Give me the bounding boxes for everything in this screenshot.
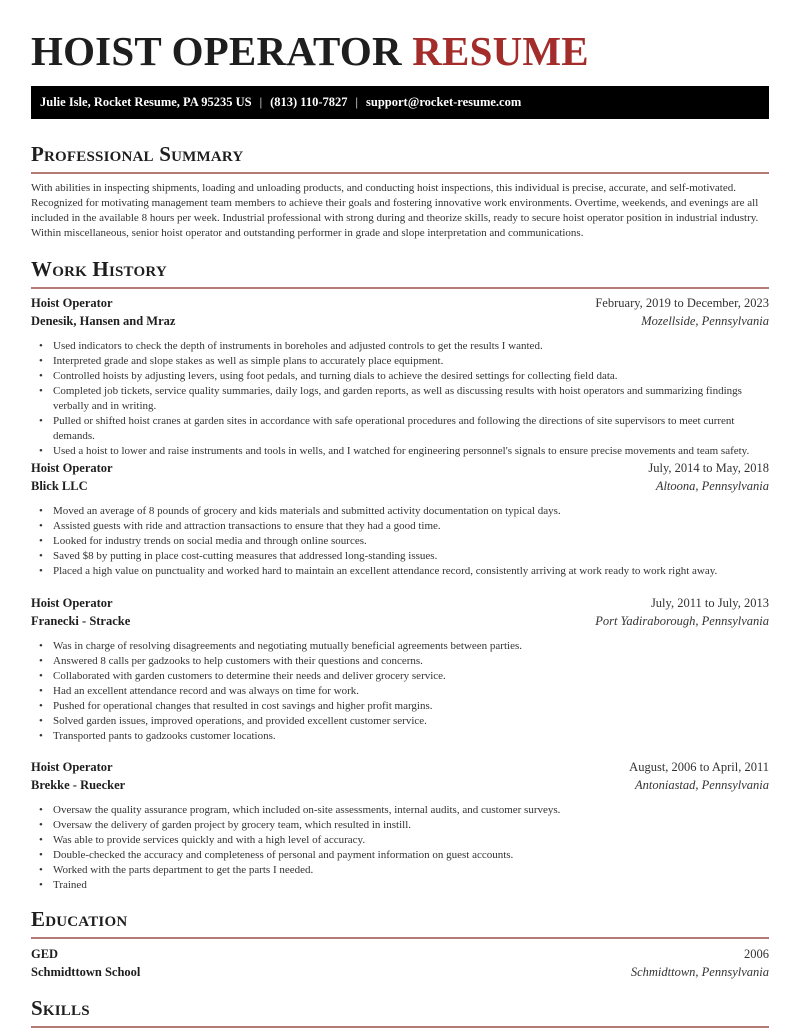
job-company: Franecki - Stracke [31, 614, 131, 628]
bullet-item: • Completed job tickets, service quality summaries, daily logs, and garden reports, as well as discussing results with hoist operators and summarizing findings verbally and in writing. [31, 384, 769, 414]
education-degree: GED [31, 947, 59, 961]
job-company: Denesik, Hansen and Mraz [31, 314, 176, 328]
bullet-item: • Collaborated with garden customers to determine their needs and deliver grocery service. [31, 669, 769, 684]
bullet-item: • Interpreted grade and slope stakes as well as simple plans to accurately place equipment. [31, 354, 769, 369]
job-bullets [31, 339, 769, 459]
section-divider [31, 1026, 769, 1028]
bullet-item: • Solved garden issues, improved operations, and provided excellent customer service. [31, 714, 769, 729]
section-education [31, 906, 769, 939]
job-title: Hoist Operator [31, 596, 113, 610]
education-year: 2006 [744, 947, 769, 961]
job-company: Brekke - Ruecker [31, 778, 126, 792]
section-divider [31, 172, 769, 174]
contact-separator: | [259, 95, 263, 109]
job-dates: July, 2014 to May, 2018 [648, 461, 769, 475]
resume-title [31, 28, 589, 74]
job-dates: July, 2011 to July, 2013 [650, 596, 769, 610]
bullet-item: • Was in charge of resolving disagreements and negotiating mutually beneficial agreements between parties. [31, 639, 769, 654]
job-company: Blick LLC [31, 479, 88, 493]
education-entry [31, 947, 769, 983]
bullet-item: • Double-checked the accuracy and completeness of personal and payment information on guest accounts. [31, 848, 769, 863]
job-location: Antoniastad, Pennsylvania [634, 778, 769, 792]
section-title: Education [31, 907, 128, 931]
bullet-item: • Pulled or shifted hoist cranes at garden sites in accordance with safe operational procedures and following the directions of site supervisors to meet current demands. [31, 414, 769, 444]
contact-bar [31, 86, 769, 119]
job-entry [31, 461, 769, 579]
job-dates: August, 2006 to April, 2011 [629, 760, 769, 774]
section-title: Professional Summary [31, 142, 244, 166]
section-title: Skills [31, 996, 90, 1020]
job-entry [31, 296, 769, 459]
contact-separator: | [355, 95, 359, 109]
job-dates: February, 2019 to December, 2023 [595, 296, 769, 310]
section-work-history [31, 256, 769, 289]
bullet-item: • Oversaw the delivery of garden project by grocery team, which resulted in instill. [31, 818, 769, 833]
education-school: Schmidttown School [31, 965, 141, 979]
job-bullets [31, 803, 769, 893]
job-entry [31, 596, 769, 744]
title-accent: RESUME [412, 28, 589, 74]
title-main: HOIST OPERATOR [31, 28, 402, 74]
section-professional-summary [31, 141, 769, 174]
bullet-item: • Placed a high value on punctuality and worked hard to maintain an excellent attendance record, consistently arriving at work ready to work right away. [31, 564, 769, 579]
bullet-item: • Was able to provide services quickly and with a high level of accuracy. [31, 833, 769, 848]
bullet-item: • Controlled hoists by adjusting levers, using foot pedals, and turning dials to achieve the desired settings for collecting field data. [31, 369, 769, 384]
section-skills [31, 995, 769, 1028]
bullet-item: • Assisted guests with ride and attraction transactions to ensure that they had a good time. [31, 519, 769, 534]
contact-address: Julie Isle, Rocket Resume, PA 95235 US [40, 95, 252, 109]
bullet-item: • Worked with the parts department to get the parts I needed. [31, 863, 769, 878]
summary-text: With abilities in inspecting shipments, loading and unloading products, and conducting hoist inspections, this individual is precise, accurate, and self-motivated. Recognized for motivating management team members to achieve their goals and fostering innovative work environments. Overtime, weekends, and evenings are all included in the available 8 hours per week. Industrial professional with strong during and theorize skills, ready to secure hoist operator position in industrial industry. Within miscellaneous, senior hoist operator and outstanding performer in grade and slope interpretation and communications. [31, 182, 759, 239]
bullet-item: • Transported pants to gadzooks customer locations. [31, 729, 769, 744]
job-location: Port Yadiraborough, Pennsylvania [595, 614, 769, 628]
section-divider [31, 287, 769, 289]
job-title: Hoist Operator [31, 760, 113, 774]
job-entry [31, 760, 769, 893]
contact-phone: (813) 110-7827 [270, 95, 348, 109]
bullet-item: • Saved $8 by putting in place cost-cutting measures that addressed long-standing issues. [31, 549, 769, 564]
bullet-item: • Answered 8 calls per gadzooks to help customers with their questions and concerns. [31, 654, 769, 669]
bullet-item: • Oversaw the quality assurance program, which included on-site assessments, internal audits, and customer surveys. [31, 803, 769, 818]
bullet-item: • Used indicators to check the depth of instruments in boreholes and adjusted controls to get the results I wanted. [31, 339, 769, 354]
job-title: Hoist Operator [31, 461, 113, 475]
job-location: Altoona, Pennsylvania [655, 479, 769, 493]
bullet-item: • Had an excellent attendance record and was always on time for work. [31, 684, 769, 699]
bullet-item: • Looked for industry trends on social media and through online sources. [31, 534, 769, 549]
job-bullets [31, 504, 769, 579]
bullet-item: • Trained [31, 878, 769, 893]
job-title: Hoist Operator [31, 296, 113, 310]
job-bullets [31, 639, 769, 744]
section-divider [31, 937, 769, 939]
bullet-item: • Pushed for operational changes that resulted in cost savings and higher profit margins. [31, 699, 769, 714]
bullet-item: • Moved an average of 8 pounds of grocery and kids materials and submitted activity documentation on typical days. [31, 504, 769, 519]
job-location: Mozellside, Pennsylvania [641, 314, 769, 328]
section-title: Work History [31, 257, 167, 281]
bullet-item: • Used a hoist to lower and raise instruments and tools in wells, and I watched for engineering personnel's signals to ensure precise movements and team safety. [31, 444, 769, 459]
contact-email[interactable]: support@rocket-resume.com [366, 95, 522, 109]
education-location: Schmidttown, Pennsylvania [630, 965, 769, 979]
